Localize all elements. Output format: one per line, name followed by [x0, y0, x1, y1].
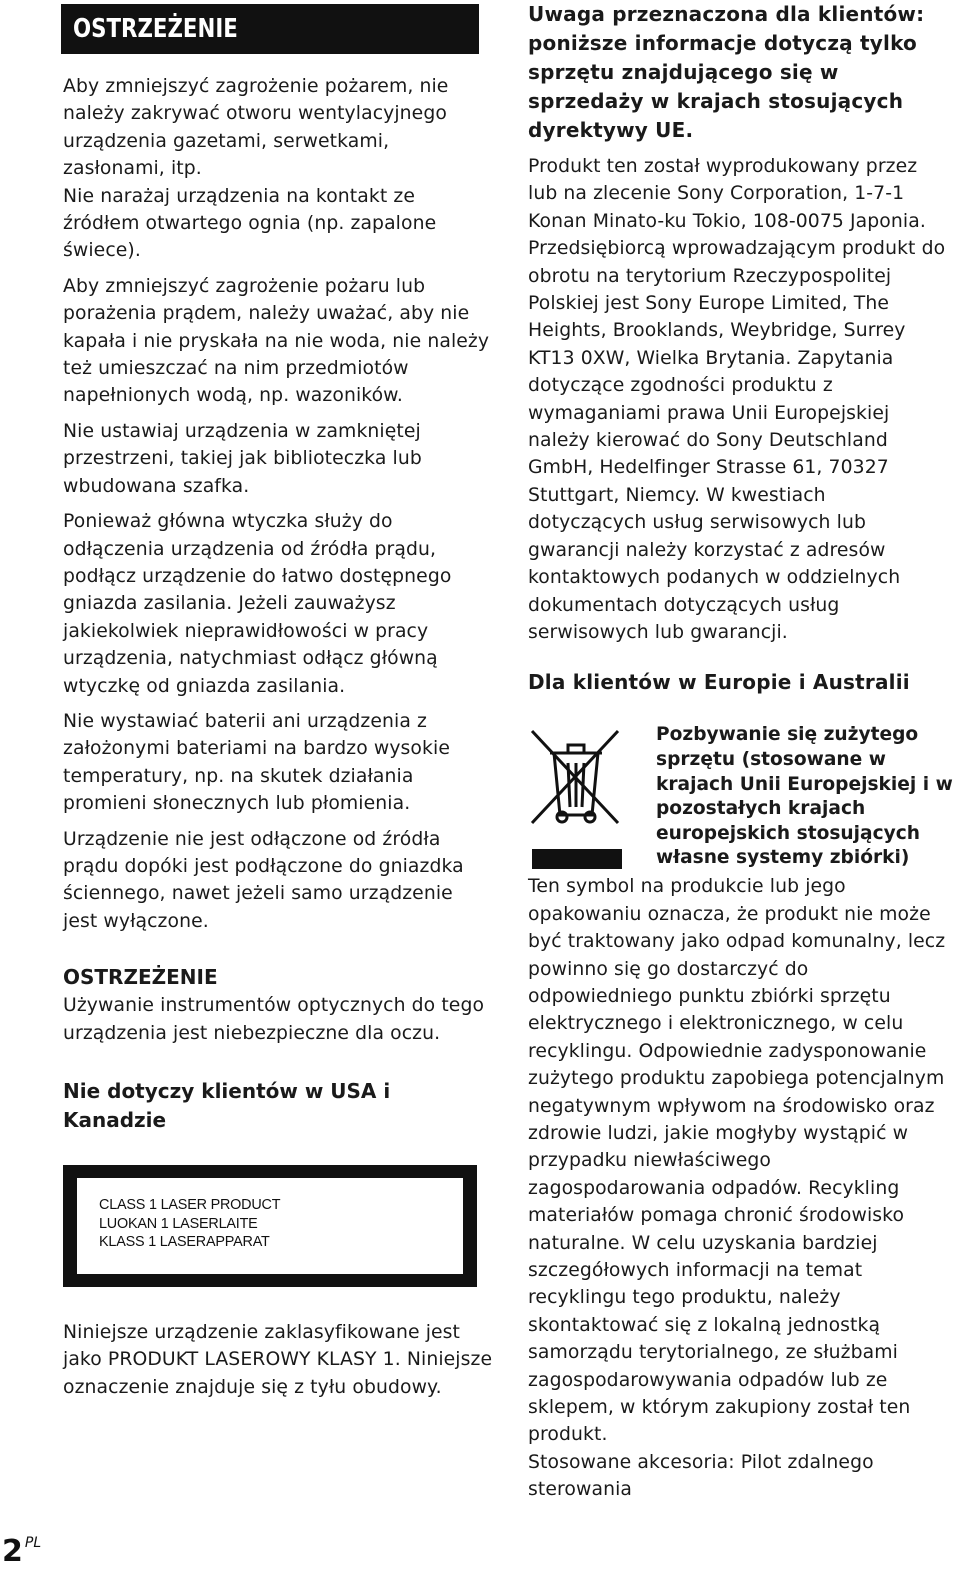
paragraph-enclosed-space: Nie ustawiaj urządzenia w zamkniętej przestrzeni, takiej jak biblioteczka lub wbudowana szafka.: [63, 420, 422, 497]
laser-label-inner: [77, 1178, 463, 1274]
paragraph-water: Aby zmniejszyć zagrożenie pożaru lub porażenia prądem, należy uważać, aby nie kapała i nie pryskała na nie woda, nie należy też umieszczać na nim przedmiotów napełnionych wodą, np. wazoników.: [63, 275, 490, 407]
paragraph-accessories: Stosowane akcesoria: Pilot zdalnego sterowania: [528, 1451, 874, 1501]
laser-label-line: CLASS 1 LASER PRODUCT: [99, 1197, 281, 1213]
paragraph-power-disconnect: Urządzenie nie jest odłączone od źródła prądu dopóki jest podłączone do gniazdka ściennego, nawet jeżeli samo urządzenie jest wyłączone.: [63, 828, 464, 932]
laser-class-label: [63, 1165, 477, 1287]
warning-banner: OSTRZEŻENIE: [61, 4, 479, 54]
laser-label-line: KLASS 1 LASERAPPARAT: [99, 1234, 270, 1251]
paragraph-weee: Ten symbol na produkcie lub jego opakowaniu oznacza, że produkt nie może być traktowany jako odpad komunalny, lecz powinno się go dostarczyć do odpowiedniego punktu zbiórki sprzętu elektrycznego i elektronicznego, w celu recyklingu. Odpowiednie zadysponowanie zużytego produktu zapobiega potencjalnym negatywnym wpływom na środowisko oraz zdrowie ludzi, jakie mogłyby wystąpić w przypadku niewłaściwego zagospodarowania odpadów. Recykling materiałów pomaga chronić środowisko naturalne. W celu uzyskania bardziej szczegółowych informacji na temat recyklingu tego produktu, należy skontaktować się z lokalną jednostką samorządu terytorialnego, ze służbami zagospodarowywania odpadów lub ze sklepem, w którym zakupiony został ten produkt.: [528, 876, 946, 1446]
page-number: 2 $_{PL}$: [2, 1534, 42, 1569]
eu-customers-heading: Uwaga przeznaczona dla klientów: poniższe informacje dotyczą tylko sprzętu znajdującego się w sprzedaży w krajach stosujących dyrektywy UE.: [528, 2, 925, 142]
paragraph-optical: Używanie instrumentów optycznych do tego urządzenia jest niebezpieczne dla oczu.: [63, 995, 485, 1044]
laser-label-line: LUOKAN 1 LASERLAITE: [99, 1215, 258, 1232]
right-column: [528, 0, 953, 1504]
paragraph-manufacturer: Produkt ten został wyprodukowany przez lub na zlecenie Sony Corporation, 1-7-1 Konan Minato-ku Tokio, 108-0075 Japonia. Przedsiębiorcą wprowadzającym produkt do obrotu na terytorium Rzeczypospolitej Polskiej jest Sony Europe Limited, The Heights, Brooklands, Weybridge, Surrey KT13 0XW, Wielka Brytania. Zapytania dotyczące zgodności produktu z wymaganiami prawa Unii Europejskiej należy kierować do Sony Deutschland GmbH, Hedelfinger Strasse 61, 70327 Stuttgart, Niemcy. W kwestiach dotyczących usług serwisowych lub gwarancji należy korzystać z adresów kontaktowych podanych w oddzielnych dokumentach dotyczących usług serwisowych lub gwarancji.: [528, 156, 946, 643]
usa-canada-heading: Nie dotyczy klientów w USA i Kanadzie: [63, 1079, 391, 1132]
europe-australia-heading: Dla klientów w Europie i Australii: [528, 670, 910, 695]
paragraph-batteries-heat: Nie wystawiać baterii ani urządzenia z założonymi bateriami na bardzo wysokie temperatury, np. na skutek działania promieni słonecznych lub płomienia.: [63, 710, 450, 815]
paragraph-mains-plug: Ponieważ główna wtyczka służy do odłączenia urządzenia od źródła prądu, podłącz urządzenie do łatwo dostępnego gniazda zasilania. Jeżeli zauważysz jakiekolwiek nieprawidłowości w pracy urządzenia, natychmiast odłącz główną wtyczkę od gniazda zasilania.: [63, 511, 452, 697]
weee-section: [528, 723, 953, 873]
language-code: PL: [24, 1535, 42, 1551]
left-column: [63, 4, 493, 1401]
paragraph-laser-class: Niniejsze urządzenie zaklasyfikowane jest jako PRODUKT LASEROWY KLASY 1. Niniejsze oznaczenie znajduje się z tyłu obudowy.: [63, 1322, 493, 1398]
crossed-out-bin-icon: [528, 723, 624, 873]
paragraph-ventilation: Aby zmniejszyć zagrożenie pożarem, nie należy zakrywać otworu wentylacyjnego urządzenia gazetami, serwetkami, zasłonami, itp.: [63, 76, 449, 180]
weee-heading: Pozbywanie się zużytego sprzętu (stosowane w krajach Unii Europejskiej i w pozostałych krajach europejskich stosujących własne systemy zbiórki): [656, 724, 953, 869]
warning-heading-optical: OSTRZEŻENIE: [63, 965, 218, 990]
paragraph-open-flame: Nie narażaj urządzenia na kontakt ze źródłem otwartego ognia (np. zapalone świece).: [63, 185, 437, 262]
